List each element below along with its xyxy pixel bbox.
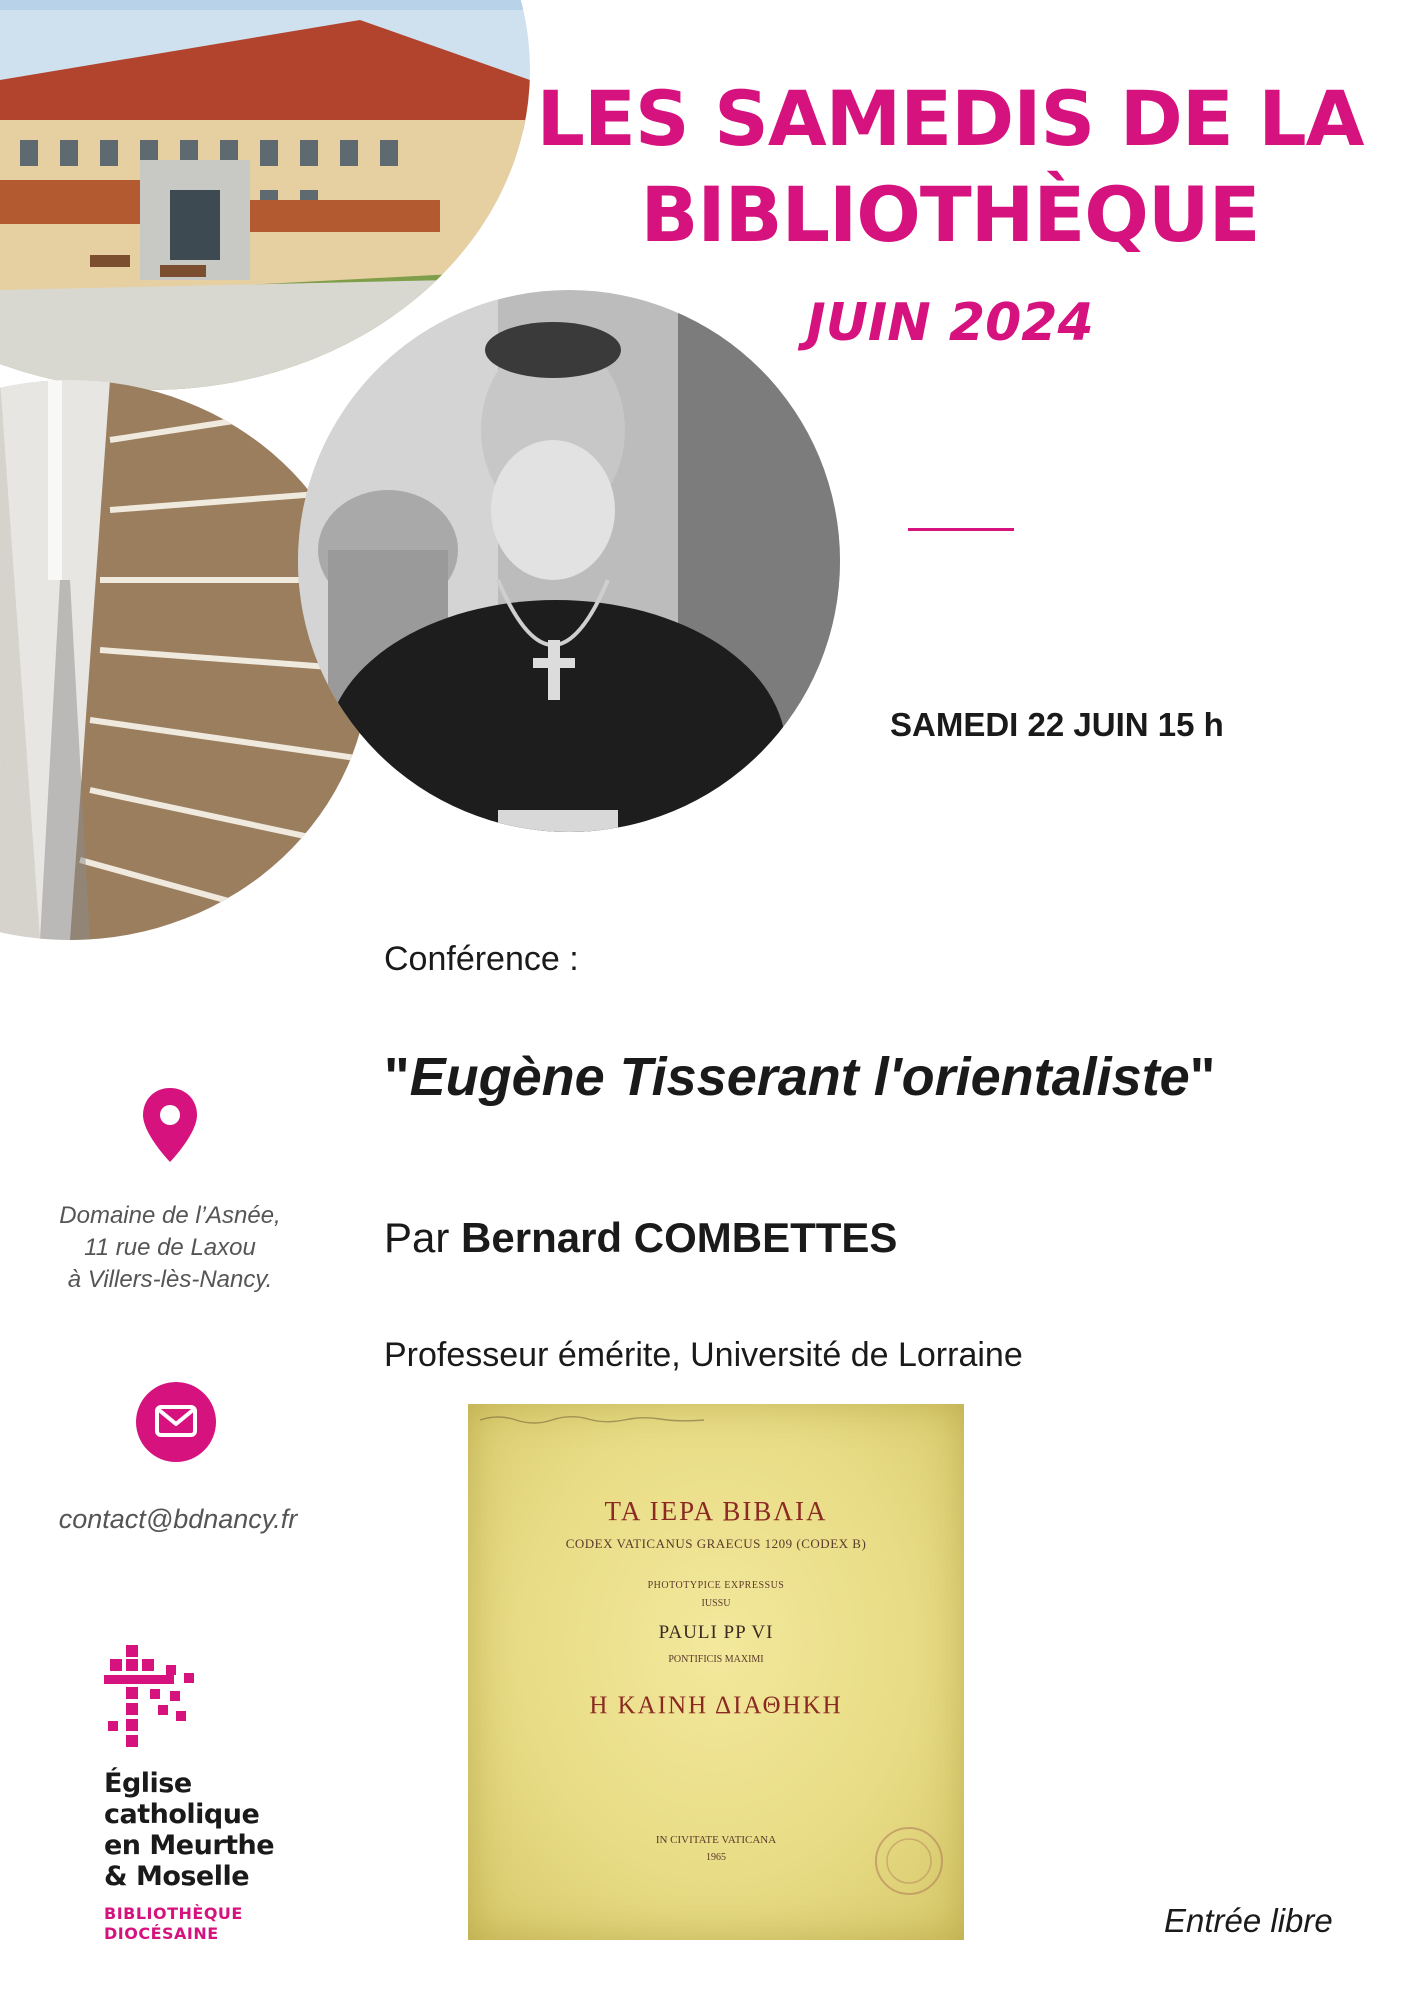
codex-pope: PAULI PP VI [658,1622,774,1643]
entry-note: Entrée libre [1164,1902,1333,1939]
talk-title-text: Eugène Tisserant l'orientaliste [409,1047,1190,1107]
event-type: Conférence : [384,940,579,978]
title-close-quote: " [1189,1047,1216,1107]
subtitle-month: JUIN 2024 [806,293,1094,353]
accent-divider [908,528,1014,531]
portrait-photo [298,290,840,832]
title-line-1: LES SAMEDIS DE LA [536,74,1364,163]
address [20,1200,320,1296]
codex-pontificis: PONTIFICIS MAXIMI [668,1654,764,1665]
envelope-icon [136,1382,216,1462]
codex-greek-title: ΤΑ ΙΕΡΑ ΒΙΒΛΙΑ [604,1496,828,1526]
speaker-prefix: Par [384,1214,450,1261]
handwriting-scribble [478,1412,708,1426]
codex-title-page-image [468,1404,964,1940]
library-stamp-icon [872,1824,946,1898]
speaker-role: Professeur émérite, Université de Lorraine [384,1336,1023,1374]
address-line-1: Domaine de l’Asnée, [59,1202,281,1229]
event-date: SAMEDI 22 JUIN 15 h [890,706,1224,743]
codex-photo-line: PHOTOTYPICE EXPRESSUS [647,1580,785,1591]
organization-subtitle [104,1904,243,1944]
codex-year: 1965 [706,1852,726,1863]
library-shelves-photo [0,380,370,940]
codex-iussu: IUSSU [701,1598,731,1609]
org-sub-line-2: DIOCÉSAINE [104,1924,219,1943]
org-sub-line-1: BIBLIOTHÈQUE [104,1904,243,1923]
org-name-line-4: & Moselle [104,1861,250,1892]
org-name-line-1: Église [104,1768,192,1799]
talk-title [384,1046,1215,1108]
map-pin-icon [140,1086,200,1164]
address-line-2: 11 rue de Laxou [84,1234,256,1261]
org-name-line-3: en Meurthe [104,1830,275,1861]
org-name-line-2: catholique [104,1799,260,1830]
address-line-3: à Villers-lès-Nancy. [67,1266,273,1293]
contact-email[interactable]: contact@bdnancy.fr [58,1504,298,1534]
organization-name [104,1768,274,1892]
title-open-quote: " [384,1047,410,1107]
title-line-2: BIBLIOTHÈQUE [640,170,1260,259]
codex-subtitle: CODEX VATICANUS GRAECUS 1209 (CODEX B) [565,1536,867,1551]
speaker-line [384,1214,897,1262]
codex-greek-subtitle: Η ΚΑΙΝΗ ΔΙΑΘΗΚΗ [589,1692,843,1719]
codex-city: IN CIVITATE VATICANA [655,1834,777,1846]
speaker-name: Bernard COMBETTES [461,1214,898,1261]
diocese-logo-icon [104,1645,196,1747]
